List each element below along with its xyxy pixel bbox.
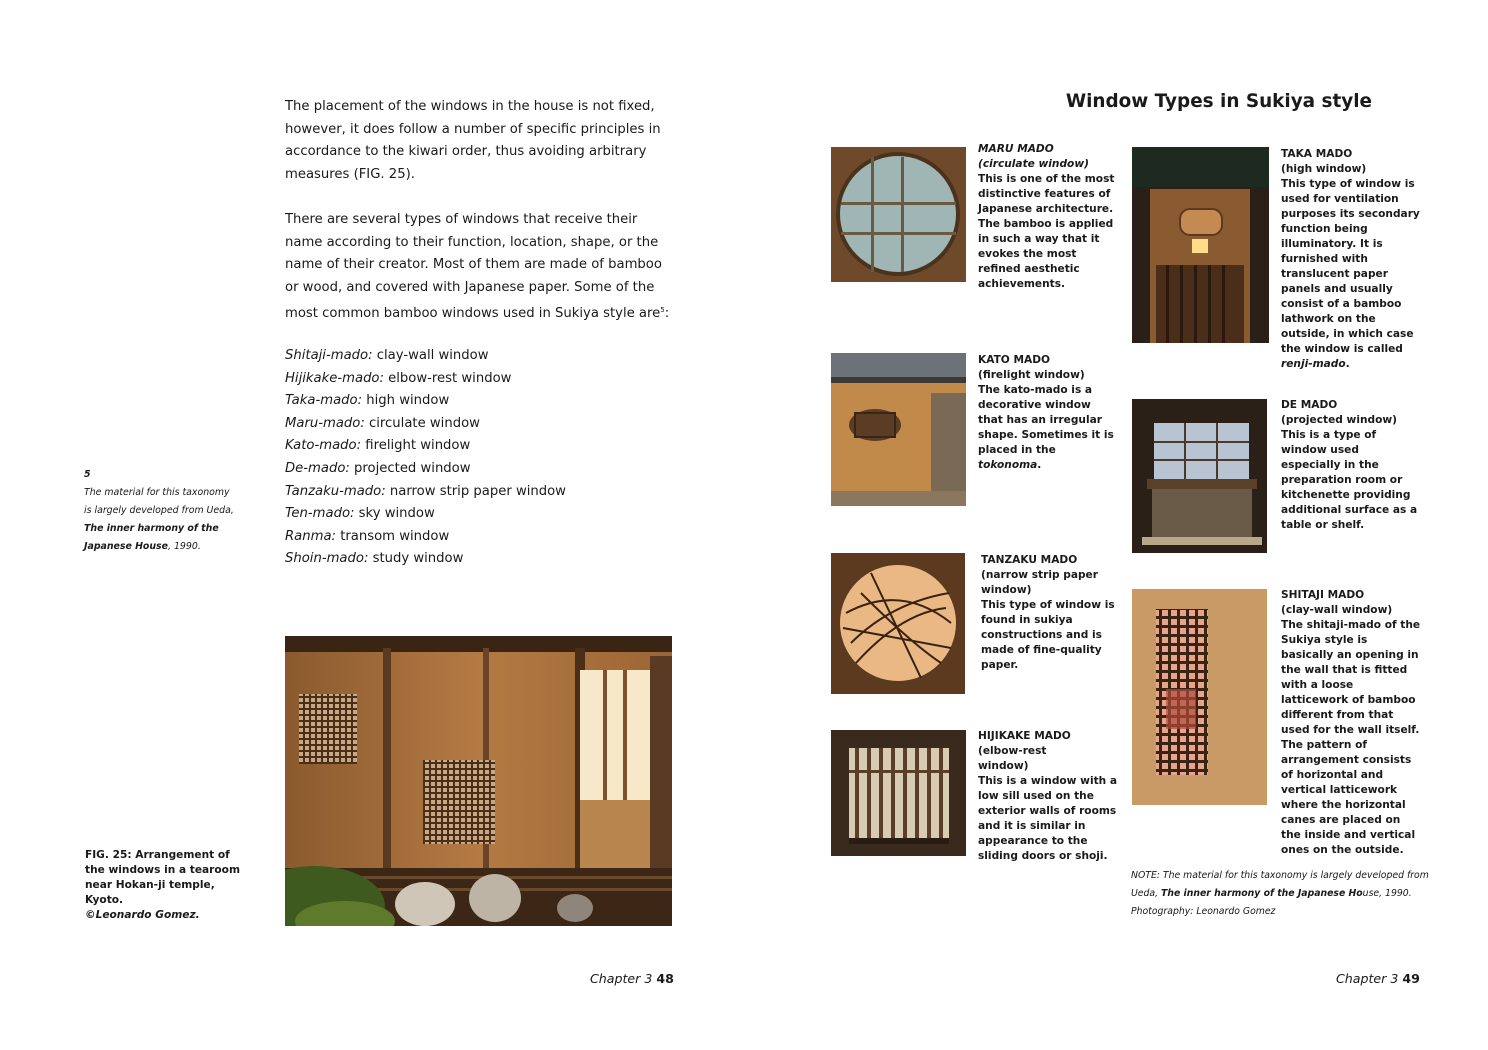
page-title: Window Types in Sukiya style bbox=[1065, 91, 1372, 112]
paragraph-window-types bbox=[285, 209, 675, 326]
window-type-list bbox=[285, 345, 675, 571]
entry-name: TANZAKU MADO bbox=[981, 554, 1078, 566]
list-item bbox=[285, 526, 675, 549]
paragraph-colon: : bbox=[664, 306, 670, 322]
list-meaning: circulate window bbox=[369, 415, 480, 431]
entry-italic-term: renji-mado bbox=[1281, 358, 1346, 370]
folio-page: 49 bbox=[1402, 971, 1420, 986]
list-term: Ranma: bbox=[285, 528, 336, 544]
footnote-number: 5 bbox=[84, 469, 91, 480]
entry-text: This type of window is found in sukiya constructions and is made of fine-quality paper. bbox=[981, 599, 1115, 671]
note-book-title: The inner harmony of the Japanese Ho bbox=[1161, 888, 1363, 899]
list-meaning: firelight window bbox=[365, 438, 471, 454]
list-item bbox=[285, 548, 675, 571]
footnote-year: , 1990. bbox=[168, 541, 201, 552]
list-meaning: elbow-rest window bbox=[388, 370, 512, 386]
entry-name: TAKA MADO bbox=[1281, 148, 1353, 160]
list-term: Kato-mado: bbox=[285, 438, 362, 454]
footnote-text: The material for this taxonomy is largely developed from Ueda, bbox=[84, 487, 234, 516]
entry-subtitle: (high window) bbox=[1281, 163, 1367, 175]
entry-subtitle: (firelight window) bbox=[978, 369, 1085, 381]
entry-subtitle: (projected window) bbox=[1281, 414, 1397, 426]
figure-copyright: ©Leonardo Gomez. bbox=[85, 909, 200, 921]
entry-text: The shitaji-mado of the Sukiya style is basically an opening in the wall that is fitted with a loose latticework of bamboo different from that used for the wall itself. The pattern of arrangement consists of horizontal and vertical latticework where the horizontal canes are placed on the inside and vertical ones on the outside. bbox=[1281, 619, 1421, 856]
footnote-ref: 5 bbox=[660, 306, 665, 315]
entry-period: . bbox=[1037, 459, 1042, 471]
entry-text: This is one of the most distinctive features of Japanese architecture. The bamboo is applied in such a way that it evokes the most refined aesthetic achievements. bbox=[978, 173, 1115, 290]
note-year: use, 1990. bbox=[1362, 888, 1412, 899]
hijikake-mado-description bbox=[978, 729, 1118, 864]
list-term: Maru-mado: bbox=[285, 415, 365, 431]
footnote bbox=[84, 466, 234, 556]
maru-mado-description bbox=[978, 142, 1118, 292]
tanzaku-mado-photo bbox=[831, 553, 965, 694]
figure-caption bbox=[85, 848, 240, 923]
hijikake-mado-photo bbox=[831, 730, 966, 856]
list-meaning: high window bbox=[366, 393, 450, 409]
entry-text: The kato-mado is a decorative window that has an irregular shape. Sometimes it is placed in the bbox=[978, 384, 1114, 456]
de-mado-description bbox=[1281, 398, 1421, 533]
list-term: Hijikake-mado: bbox=[285, 370, 384, 386]
entry-name: HIJIKAKE MADO bbox=[978, 730, 1071, 742]
list-meaning: sky window bbox=[358, 506, 435, 522]
list-item bbox=[285, 503, 675, 526]
list-item bbox=[285, 413, 675, 436]
taka-mado-description bbox=[1281, 147, 1421, 372]
de-mado-photo bbox=[1132, 399, 1267, 553]
page-number-49 bbox=[1336, 971, 1420, 986]
footnote-book-title: The inner harmony of the Japanese House bbox=[84, 523, 219, 552]
page-number-48 bbox=[590, 971, 674, 986]
entry-text: This type of window is used for ventilation purposes its secondary function being illuminatory. It is furnished with translucent paper panels and usually consist of a bamboo lathwork on the outside, in which case the window is called bbox=[1281, 178, 1420, 355]
note-photo-credit: Photography: Leonardo Gomez bbox=[1131, 906, 1276, 917]
list-term: Shitaji-mado: bbox=[285, 348, 373, 363]
taxonomy-note bbox=[1131, 867, 1431, 921]
list-item bbox=[285, 435, 675, 458]
list-meaning: narrow strip paper window bbox=[389, 483, 566, 499]
entry-subtitle: (circulate window) bbox=[978, 158, 1089, 170]
shitaji-mado-description bbox=[1281, 588, 1421, 858]
figure-caption-text: FIG. 25: Arrangement of the windows in a tearoom near Hokan-ji temple, Kyoto. bbox=[85, 849, 240, 906]
list-meaning: study window bbox=[372, 551, 464, 567]
note-text: NOTE: The material for this taxonomy is largely developed from Ueda, bbox=[1131, 870, 1429, 899]
maru-mado-photo bbox=[831, 147, 966, 282]
paragraph-placement: The placement of the windows in the house is not fixed, however, it does follow a number of specific principles in accordance to the kiwari order, thus avoiding arbitrary measures (FIG. 25). bbox=[285, 99, 661, 182]
entry-italic-term: tokonoma bbox=[978, 459, 1038, 471]
list-meaning: transom window bbox=[340, 528, 450, 544]
kato-mado-photo bbox=[831, 353, 966, 506]
taka-mado-photo bbox=[1132, 147, 1269, 343]
list-item bbox=[285, 390, 675, 413]
list-term: Shoin-mado: bbox=[285, 551, 369, 567]
shitaji-mado-photo bbox=[1132, 589, 1267, 805]
entry-period: . bbox=[1345, 358, 1350, 370]
entry-text: This is a type of window used especially in the preparation room or kitchenette providing additional surface as a table or shelf. bbox=[1281, 429, 1418, 531]
list-meaning: clay-wall window bbox=[376, 348, 489, 363]
entry-subtitle: (elbow-rest window) bbox=[978, 745, 1047, 772]
folio-chapter: Chapter 3 bbox=[1336, 971, 1399, 986]
entry-name: KATO MADO bbox=[978, 354, 1051, 366]
folio-chapter: Chapter 3 bbox=[590, 971, 653, 986]
list-item bbox=[285, 458, 675, 481]
entry-name: SHITAJI MADO bbox=[1281, 589, 1365, 601]
list-item bbox=[285, 345, 675, 368]
list-term: Tanzaku-mado: bbox=[285, 483, 386, 499]
entry-name: DE MADO bbox=[1281, 399, 1338, 411]
tearoom-photo bbox=[285, 636, 672, 926]
entry-subtitle: (clay-wall window) bbox=[1281, 604, 1393, 616]
list-term: Ten-mado: bbox=[285, 506, 355, 522]
folio-page: 48 bbox=[656, 971, 674, 986]
tanzaku-mado-description bbox=[981, 553, 1121, 673]
list-term: Taka-mado: bbox=[285, 393, 363, 409]
entry-subtitle: (narrow strip paper window) bbox=[981, 569, 1098, 596]
kato-mado-description bbox=[978, 353, 1118, 473]
entry-name: MARU MADO bbox=[978, 143, 1054, 155]
entry-text: This is a window with a low sill used on the exterior walls of rooms and it is similar in appearance to the sliding doors or shoji. bbox=[978, 775, 1118, 862]
list-item bbox=[285, 481, 675, 504]
list-meaning: projected window bbox=[354, 460, 471, 476]
paragraph-window-types-text: There are several types of windows that receive their name according to their function, location, shape, or the name of their creator. Most of them are made of bamboo or wood, and covered with Japanese paper. Some of the most common bamboo windows used in Sukiya style are bbox=[285, 212, 662, 322]
list-term: De-mado: bbox=[285, 460, 350, 476]
list-item bbox=[285, 368, 675, 391]
